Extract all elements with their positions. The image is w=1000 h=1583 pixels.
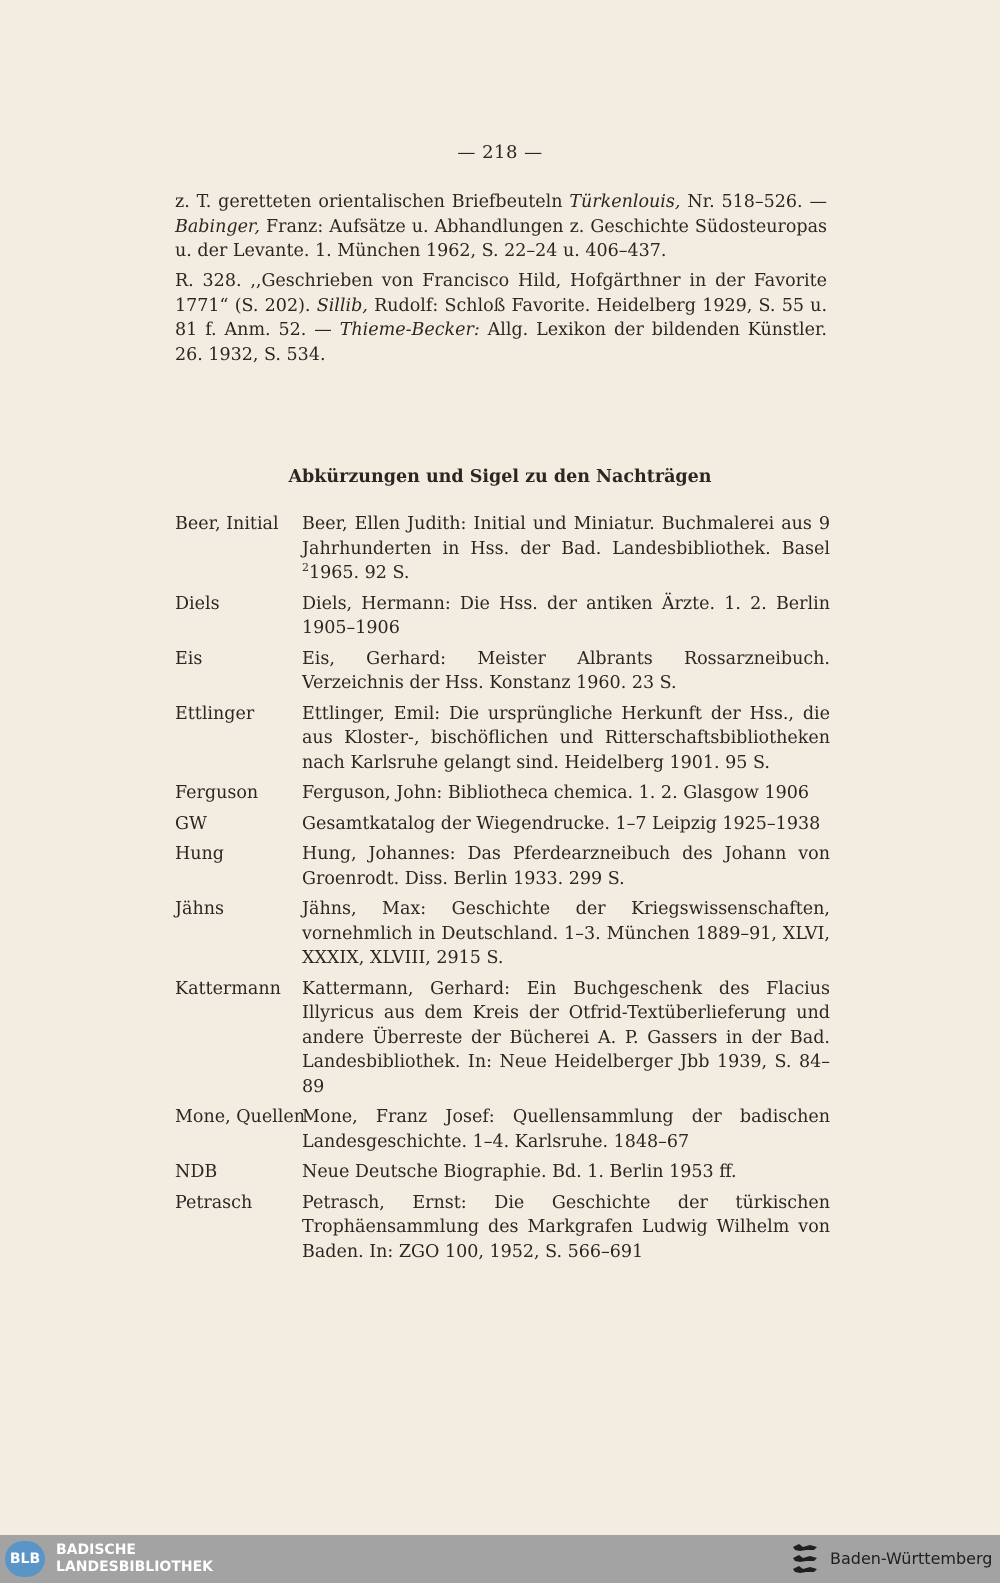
abbreviation-key: Ettlinger: [175, 703, 255, 724]
abbreviation-desc: Diels, Hermann: Die Hss. der antiken Ärzte. 1. 2. Berlin 1905–1906: [302, 593, 830, 638]
abbreviation-key: Petrasch: [175, 1192, 253, 1213]
abbreviation-key: NDB: [175, 1162, 218, 1182]
text: R. 328. ,,Geschrieben von Francisco Hild, Hofgärthner in der Favorite 1771“ (S. 202).: [175, 271, 827, 316]
state-name[interactable]: Baden-Württemberg: [830, 1549, 993, 1568]
abbreviation-entry: [175, 977, 830, 1100]
section-heading: Abkürzungen und Sigel zu den Nachträgen: [288, 467, 712, 487]
abbreviation-desc: Neue Deutsche Biographie. Bd. 1. Berlin 1953 ff.: [302, 1162, 737, 1182]
text: Franz: Aufsätze u. Abhandlungen z. Geschichte Südosteuropas u. der Levante. 1. München 1962, S. 22–24 u. 406–437.: [175, 216, 827, 261]
paragraph-r328: [175, 269, 827, 367]
abbreviation-key: Beer, Initial: [175, 514, 279, 534]
abbreviation-entry: [175, 1160, 830, 1185]
page-number: — 218 —: [457, 142, 543, 163]
stag-lions-icon: [790, 1541, 820, 1577]
abbreviation-desc: Gesamtkatalog der Wiegendrucke. 1–7 Leipzig 1925–1938: [302, 813, 821, 834]
text: z. T. geretteten orientalischen Briefbeuteln: [175, 192, 570, 212]
abbreviation-key: Kattermann: [175, 978, 281, 999]
abbreviation-desc: Hung, Johannes: Das Pferdearzneibuch des Johann von Groenrodt. Diss. Berlin 1933. 299 S.: [302, 844, 830, 889]
italic-author: Babinger,: [175, 216, 260, 237]
abbreviation-desc: Ferguson, John: Bibliotheca chemica. 1. 2. Glasgow 1906: [302, 783, 809, 803]
italic-author: Sillib,: [316, 295, 368, 316]
edition-superscript: 2: [302, 561, 309, 575]
abbreviation-key: Mone, Quellen: [175, 1107, 306, 1127]
abbreviation-entry: [175, 702, 830, 776]
paragraph-continuation: [175, 190, 827, 264]
footer-bar: [0, 1535, 1000, 1583]
abbreviation-desc: Beer, Ellen Judith: Initial und Miniatur. Buchmalerei aus 9 Jahrhunderten in Hss. der Bad. Landesbibliothek. Basel $^2$1965. 92 S.: [302, 514, 830, 583]
abbreviation-entry: [175, 1191, 830, 1265]
library-name-line2: LANDESBIBLIOTHEK: [56, 1559, 214, 1575]
abbreviation-entry: [175, 812, 830, 837]
abbreviation-entry: [175, 897, 830, 971]
abbreviation-key: Ferguson: [175, 783, 259, 803]
abbreviation-desc: Jähns, Max: Geschichte der Kriegswissenschaften, vornehmlich in Deutschland. 1–3. München 1889–91, XLVI, XXXIX, XLVIII, 2915 S.: [302, 899, 830, 968]
abbreviation-entry: [175, 1105, 830, 1154]
italic-author: Thieme-Becker:: [339, 320, 480, 340]
abbreviation-desc: Mone, Franz Josef: Quellensammlung der badischen Landesgeschichte. 1–4. Karlsruhe. 1848–67: [302, 1107, 830, 1152]
library-name[interactable]: [56, 1542, 213, 1576]
abbreviation-list: [175, 512, 830, 1270]
abbreviation-desc: Ettlinger, Emil: Die ursprüngliche Herkunft der Hss., die aus Kloster-, bischöflichen und Ritterschaftsbibliotheken nach Karlsruhe gelangt sind. Heidelberg 1901. 95 S.: [302, 703, 830, 773]
text: Nr. 518–526. —: [680, 192, 827, 212]
abbreviation-key: GW: [175, 813, 207, 834]
abbreviation-entry: [175, 592, 830, 641]
abbreviation-desc: Eis, Gerhard: Meister Albrants Rossarzneibuch. Verzeichnis der Hss. Konstanz 1960. 23 S.: [302, 648, 830, 693]
abbreviation-key: Hung: [175, 844, 225, 864]
text: Allg. Lexikon der bildenden Künstler. 26. 1932, S. 534.: [175, 320, 827, 365]
abbreviation-entry: [175, 781, 830, 806]
abbreviation-key: Diels: [175, 593, 220, 614]
abbreviation-key: Eis: [175, 648, 203, 669]
italic-text: Türkenlouis,: [569, 192, 681, 212]
abbreviation-entry: [175, 647, 830, 696]
library-name-line1: BADISCHE: [56, 1542, 136, 1558]
blb-logo[interactable]: BLB: [5, 1541, 45, 1577]
abbreviation-desc: Petrasch, Ernst: Die Geschichte der türkischen Trophäensammlung des Markgrafen Ludwig Wilhelm von Baden. In: ZGO 100, 1952, S. 566–691: [302, 1192, 830, 1262]
abbreviation-desc: Kattermann, Gerhard: Ein Buchgeschenk des Flacius Illyricus aus dem Kreis der Otfrid-Textüberlieferung und andere Überreste der Bücherei A. P. Gassers in der Bad. Landesbibliothek. In: Neue Heidelberger Jbb 1939, S. 84–89: [302, 978, 830, 1097]
text: Rudolf: Schloß Favorite. Heidelberg 1929, S. 55 u. 81 f. Anm. 52. —: [175, 295, 828, 340]
abbreviation-entry: [175, 512, 830, 586]
abbreviation-key: Jähns: [175, 899, 224, 919]
abbreviation-entry: [175, 842, 830, 891]
